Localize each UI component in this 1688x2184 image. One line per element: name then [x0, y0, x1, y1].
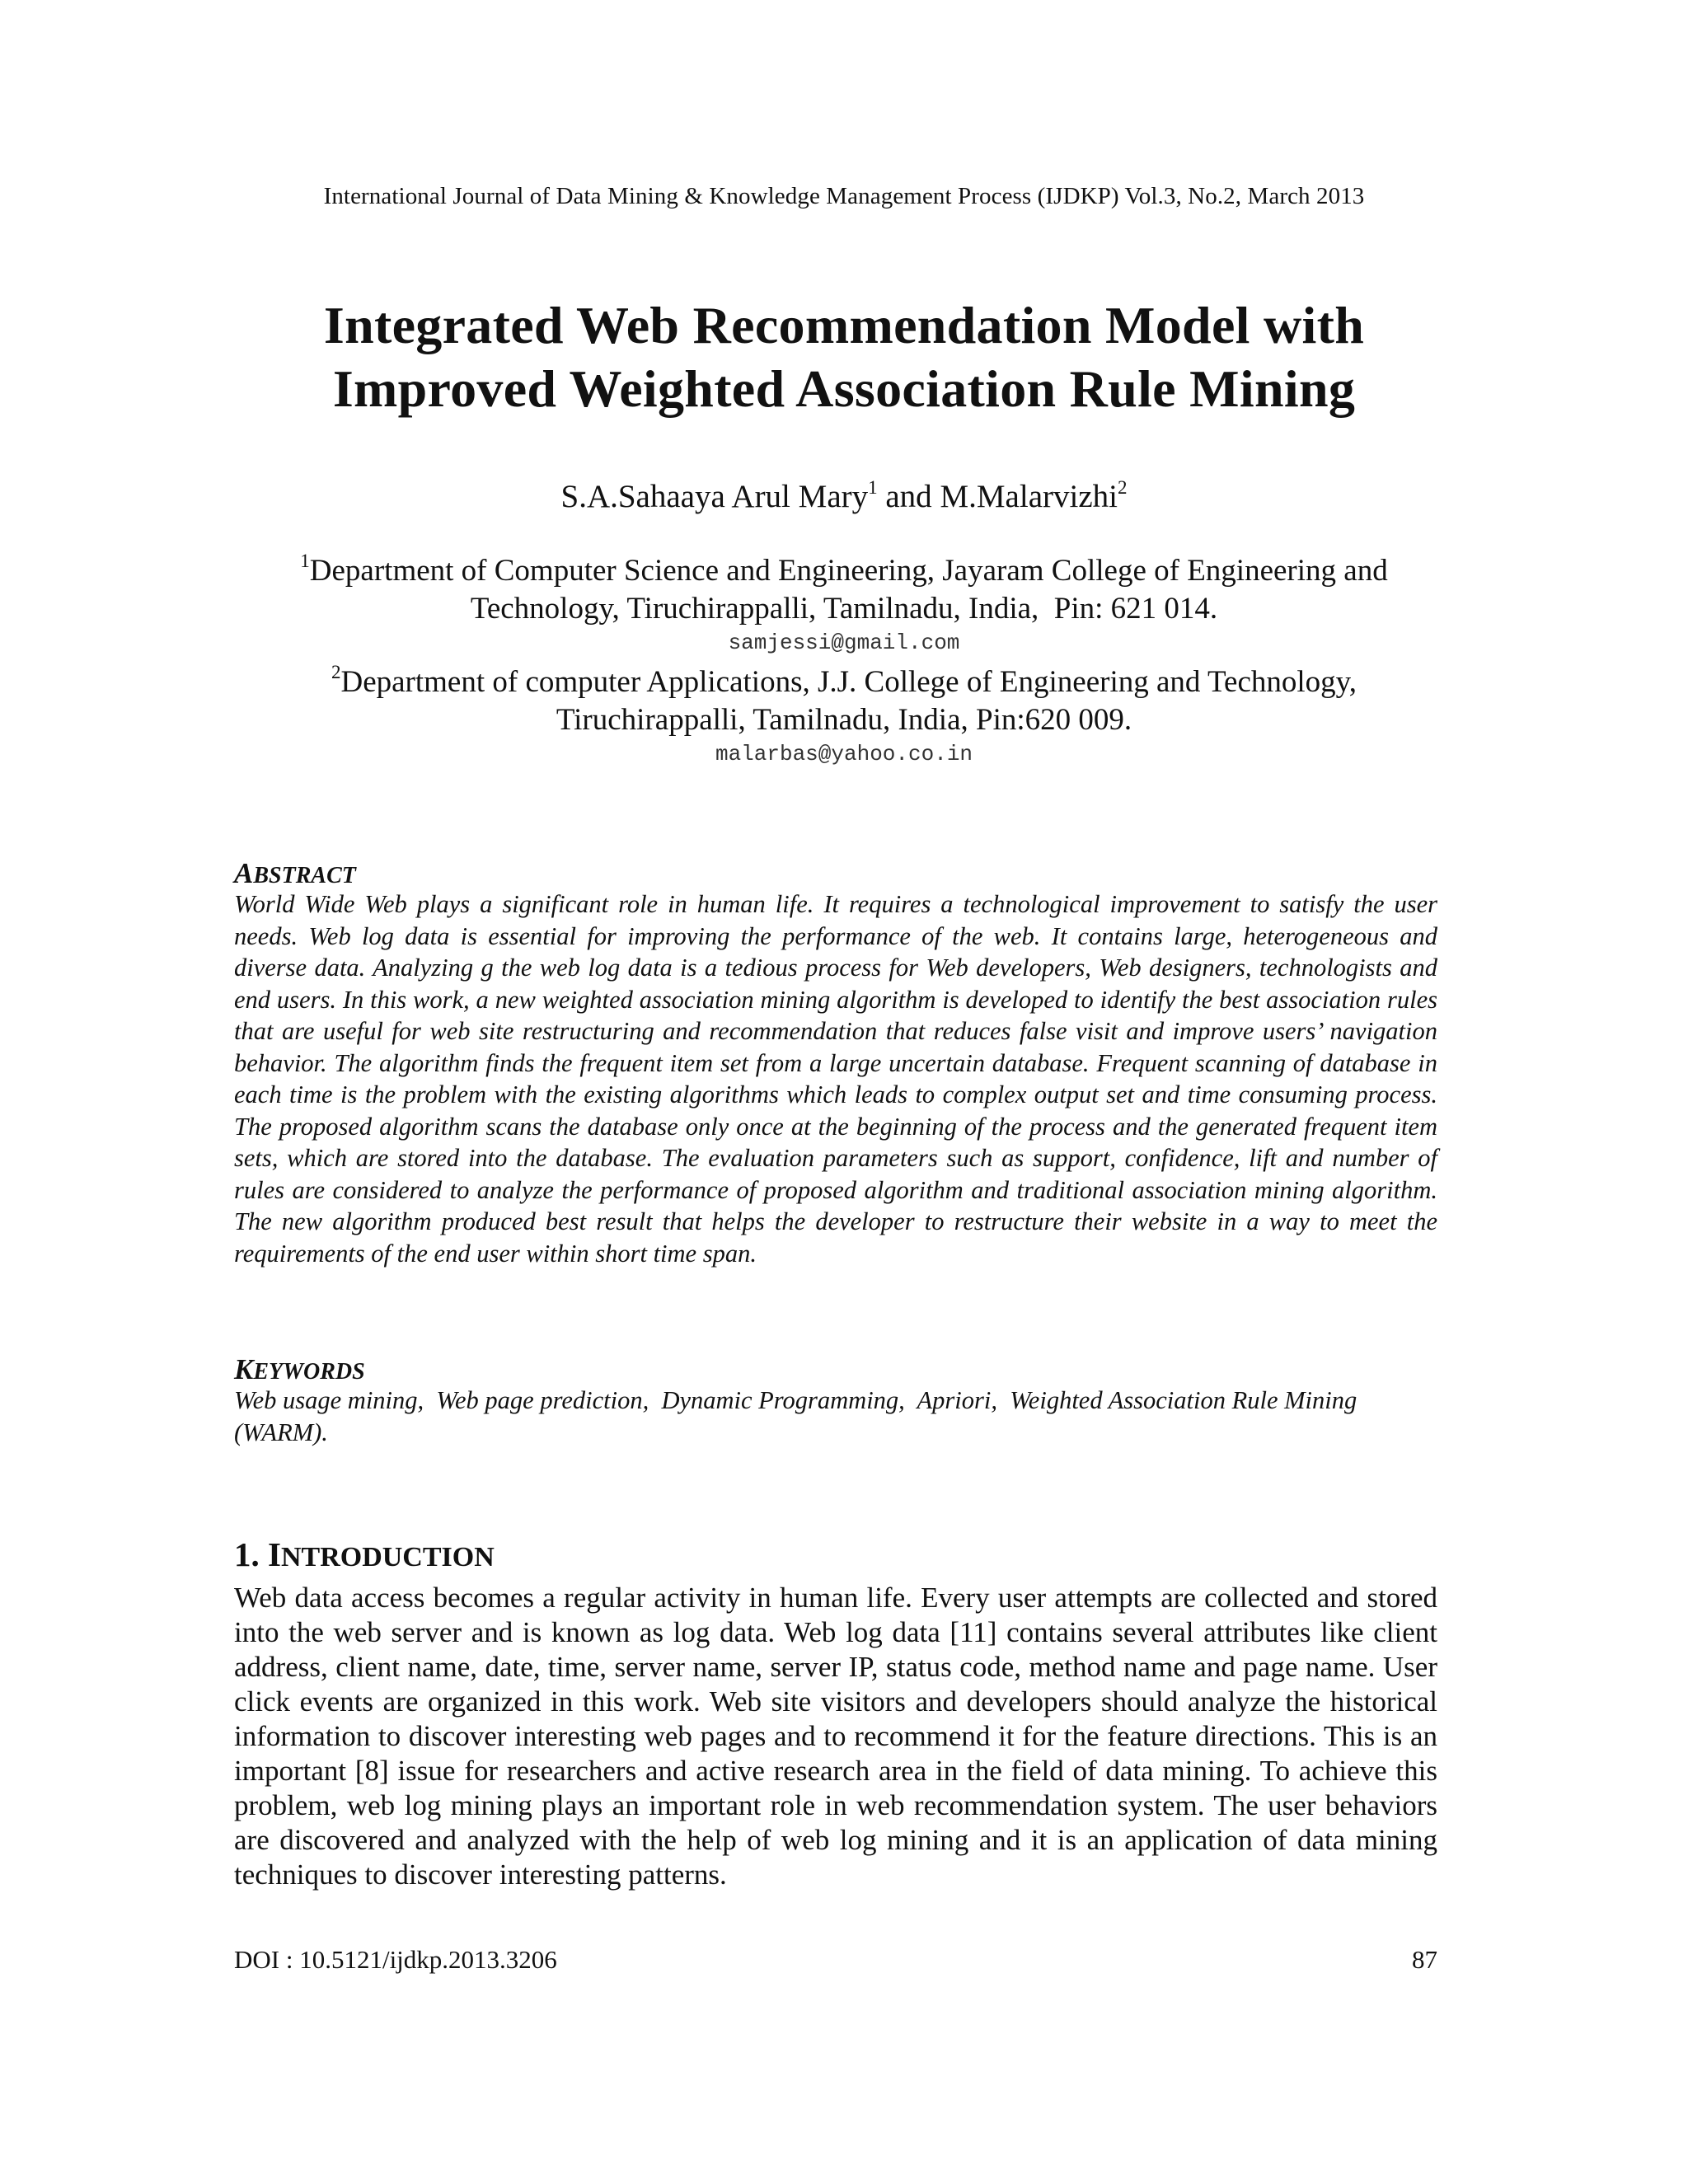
- introduction-heading-initial: I: [268, 1535, 281, 1573]
- affiliation-2-line-2: Tiruchirappalli, Tamilnadu, India, Pin:620 009.: [556, 703, 1132, 737]
- doi-label[interactable]: DOI : 10.5121/ijdkp.2013.3206: [234, 1945, 557, 1974]
- author-2-name: M.Malarvizhi: [940, 479, 1118, 514]
- abstract-heading-rest: BSTRACT: [253, 863, 356, 888]
- affiliation-2-dept: Department of computer Applications, J.J. College of Engineering and Technology,: [340, 665, 1357, 699]
- author-2-affiliation-mark: 2: [1117, 477, 1128, 498]
- affiliation-2-mark: 2: [331, 662, 341, 682]
- introduction-heading: [234, 1535, 495, 1574]
- title-line-2: Improved Weighted Association Rule Mining: [332, 359, 1356, 418]
- page-number: 87: [1412, 1945, 1437, 1974]
- affiliation-1-email[interactable]: samjessi@gmail.com: [728, 630, 960, 655]
- affiliation-2: [0, 663, 1688, 769]
- keywords-heading: [234, 1353, 365, 1386]
- introduction-heading-rest: NTRODUCTION: [280, 1542, 495, 1572]
- paper-title: [0, 293, 1688, 420]
- affiliation-2-line-1: [0, 663, 1688, 701]
- keywords-text: Web usage mining, Web page prediction, Dynamic Programming, Apriori, Weighted Association Rule Mining (WARM).: [234, 1386, 1363, 1446]
- affiliation-1-mark: 1: [300, 551, 310, 571]
- keywords-heading-rest: EYWORDS: [253, 1359, 365, 1385]
- affiliation-1-dept: Department of Computer Science and Engineering, Jayaram College of Engineering and: [309, 554, 1388, 588]
- keywords-heading-initial: K: [234, 1353, 254, 1385]
- journal-running-header: International Journal of Data Mining & Knowledge Management Process (IJDKP) Vol.3, No.2, March 2013: [323, 183, 1365, 209]
- abstract-text: World Wide Web plays a significant role in human life. It requires a technological improvement to satisfy the user needs. Web log data is essential for improving the performance of the web. It contains large, heterogeneous and diverse data. Analyzing g the web log data is a tedious process for Web developers, Web designers, technologists and end users. In this work, a new weighted association mining algorithm is developed to identify the best association rules that are useful for web site restructuring and recommendation that reduces false visit and improve users’ navigation behavior. The algorithm finds the frequent item set from a large uncertain database. Frequent scanning of database in each time is the problem with the existing algorithms which leads to complex output set and time consuming process. The proposed algorithm scans the database only once at the beginning of the process and the generated frequent item sets, which are stored into the database. The evaluation parameters such as support, confidence, lift and number of rules are considered to analyze the performance of proposed algorithm and traditional association mining algorithm. The new algorithm produced best result that helps the developer to restructure their website in a way to meet the requirements of the end user within short time span.: [234, 890, 1437, 1268]
- author-1-name: S.A.Sahaaya Arul Mary: [560, 479, 869, 514]
- affiliation-1-line-1: [0, 552, 1688, 590]
- introduction-text: Web data access becomes a regular activity in human life. Every user attempts are collected and stored into the web server and is known as log data. Web log data [11] contains several attributes like client address, client name, date, time, server name, server IP, status code, method name and page name. User click events are organized in this work. Web site visitors and developers should analyze the historical information to discover interesting web pages and to recommend it for the feature directions. This is an important [8] issue for researchers and active research area in the field of data mining. To achieve this problem, web log mining plays an important role in web recommendation system. The user behaviors are discovered and analyzed with the help of web log mining and it is an application of data mining techniques to discover interesting patterns.: [234, 1582, 1437, 1891]
- affiliation-2-email[interactable]: malarbas@yahoo.co.in: [715, 742, 973, 766]
- author-conjunction: and: [877, 479, 940, 514]
- author-1-affiliation-mark: 1: [868, 477, 878, 498]
- introduction-section-number: 1.: [234, 1535, 268, 1573]
- author-list: [0, 478, 1688, 515]
- abstract-heading: [234, 857, 356, 890]
- affiliation-1: [0, 552, 1688, 658]
- abstract-heading-initial: A: [234, 857, 254, 889]
- title-line-1: Integrated Web Recommendation Model with: [323, 296, 1365, 354]
- affiliation-1-line-2: Technology, Tiruchirappalli, Tamilnadu, India, Pin: 621 014.: [470, 592, 1218, 626]
